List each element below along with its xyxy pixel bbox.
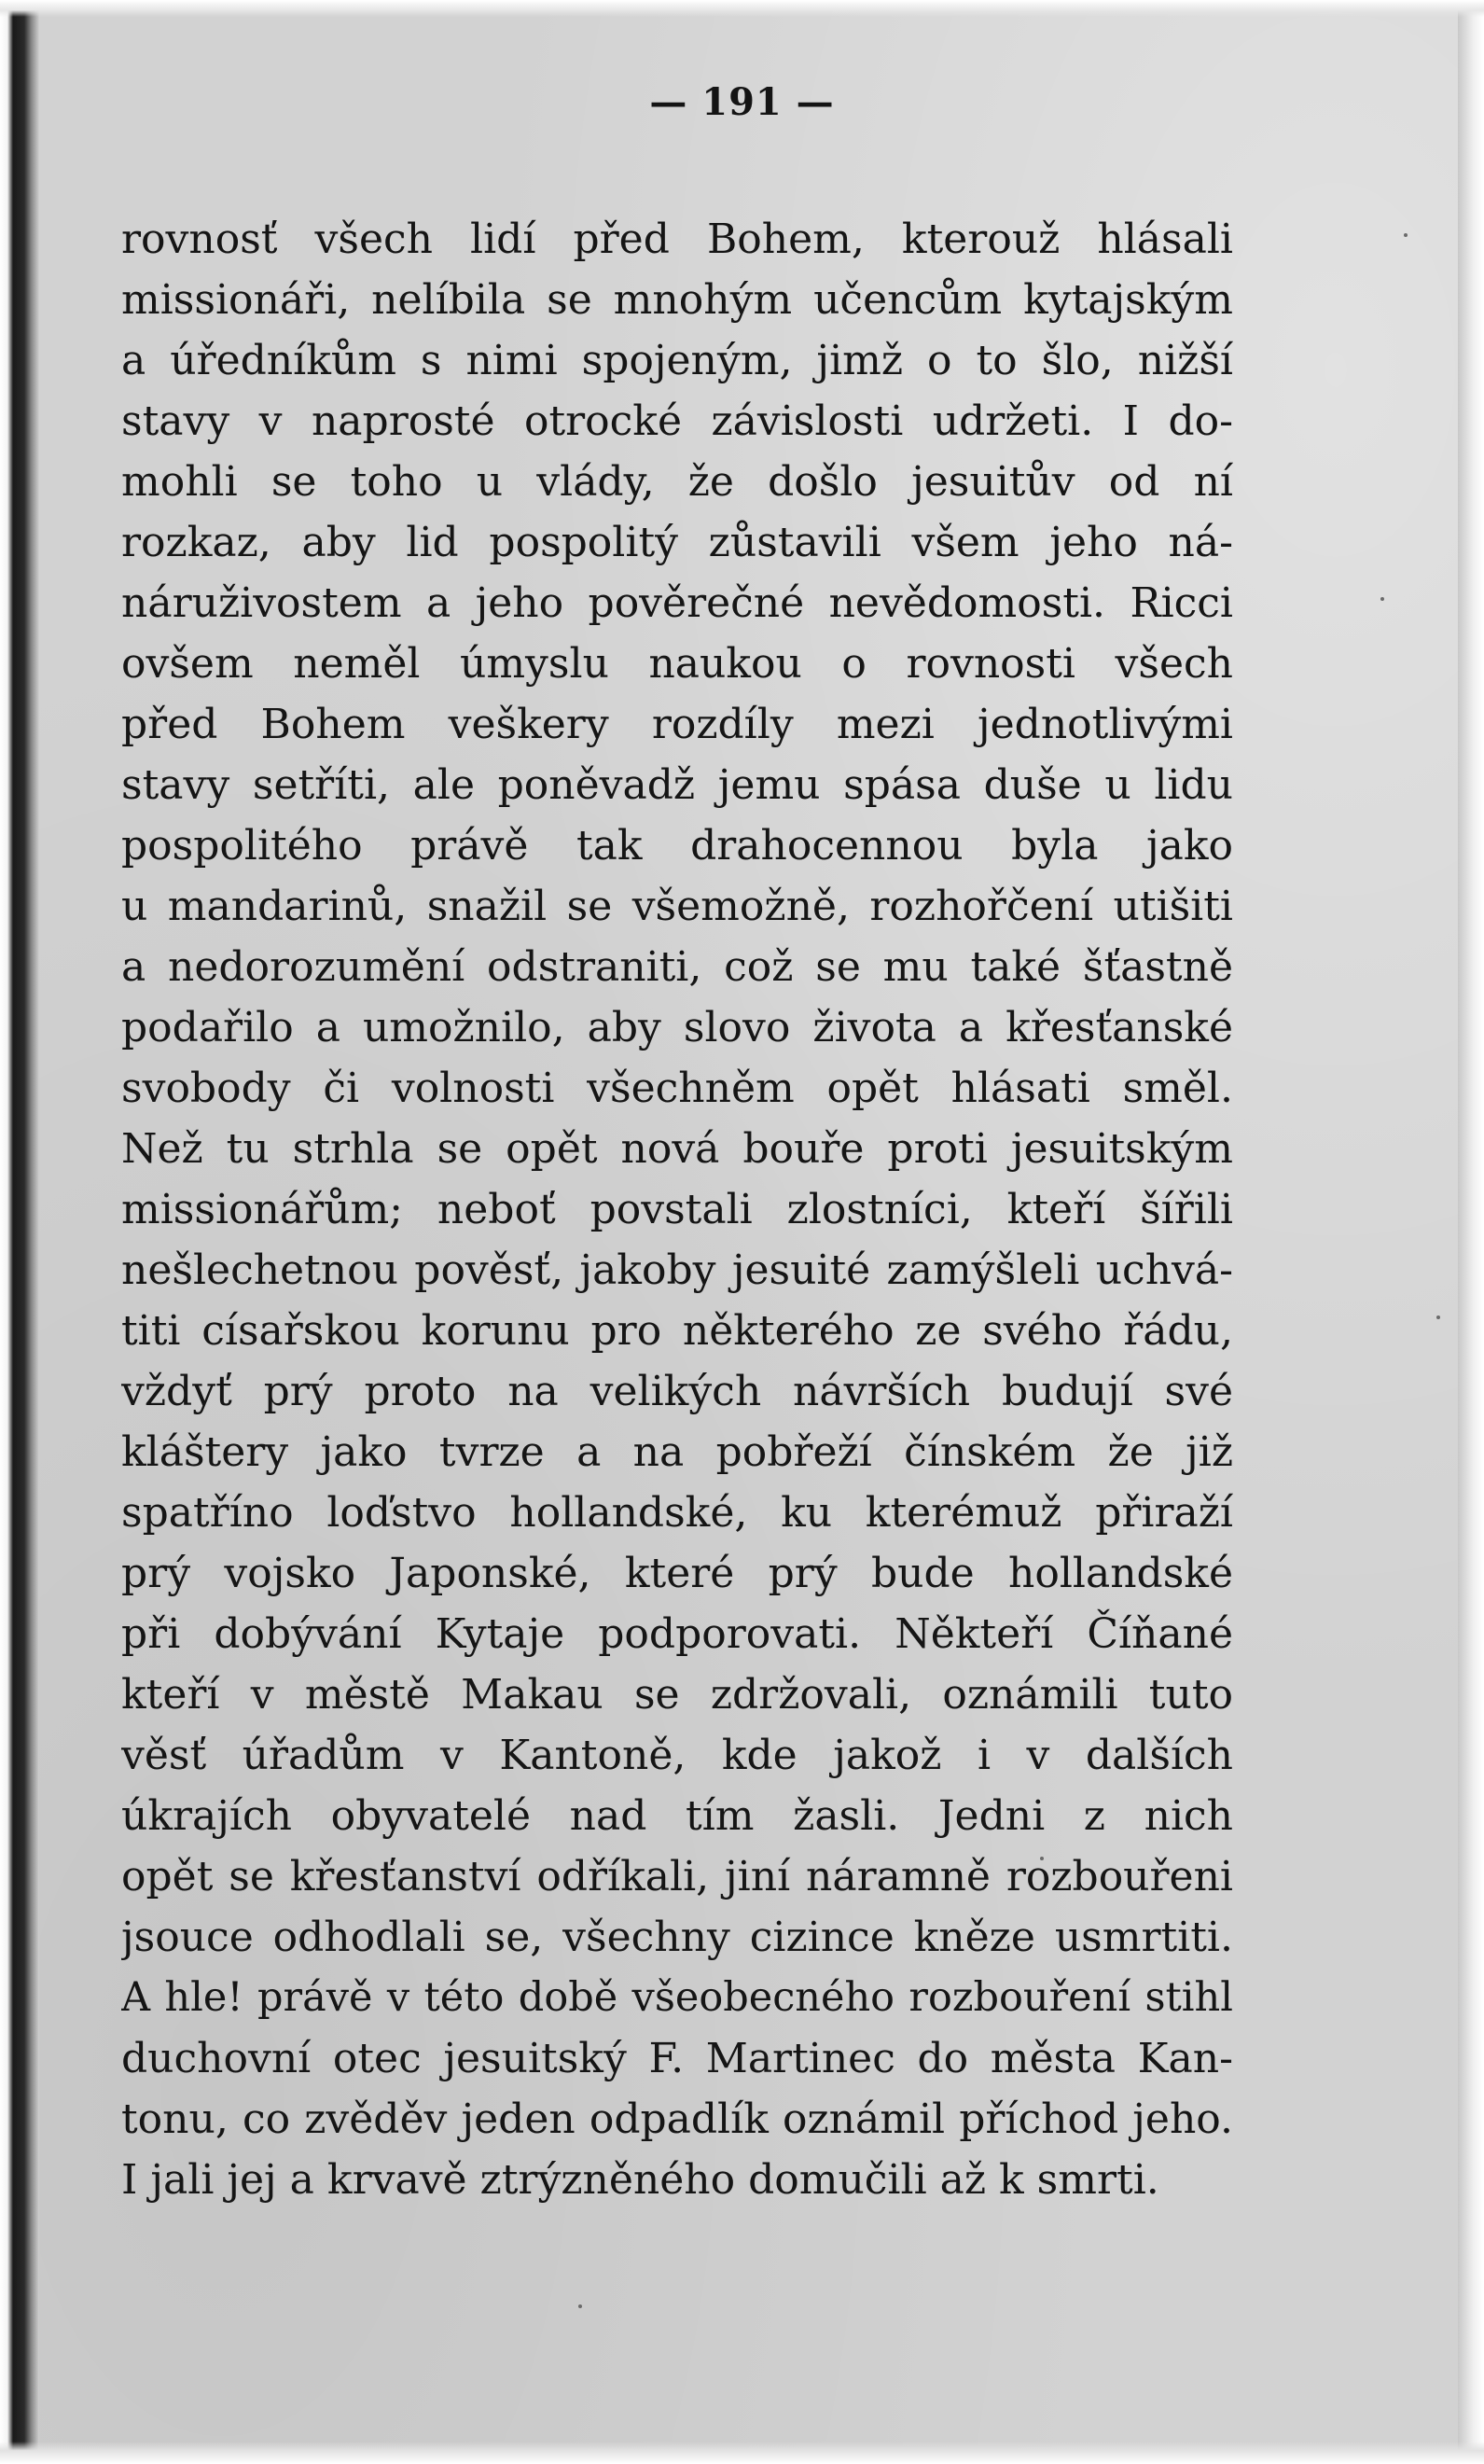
text-line: vždyť prý proto na velikých návrších budují své: [121, 1368, 1233, 1415]
text-line: tonu, co zvěděv jeden odpadlík oznámil příchod jeho.: [121, 2095, 1233, 2143]
page-top-edge: [0, 0, 1484, 17]
text-line: spatříno loďstvo hollandské, ku kterémuž přiraží: [121, 1489, 1233, 1537]
text-line: svobody či volnosti všechněm opět hlásati směl.: [121, 1065, 1233, 1112]
text-line: rovnosť všech lidí před Bohem, kterouž hlásali: [121, 216, 1233, 263]
text-line: a nedorozumění odstraniti, což se mu také šťastně: [121, 943, 1233, 991]
text-line: opět se křesťanství odříkali, jiní náramně rozbouřeni: [121, 1853, 1233, 1900]
text-line: duchovní otec jesuitský F. Martinec do města Kan-: [121, 2035, 1233, 2082]
body-text: [121, 209, 1233, 2210]
text-line: ovšem neměl úmyslu naukou o rovnosti všech: [121, 640, 1233, 688]
paper-speck: [1404, 233, 1408, 237]
text-line: podařilo a umožnilo, aby slovo života a křesťanské: [121, 1004, 1233, 1051]
text-line: a úředníkům s nimi spojeným, jimž o to šlo, nižší: [121, 337, 1233, 384]
page-number: — 191 —: [649, 80, 835, 124]
page-right-margin-edge: [1458, 0, 1484, 2464]
page-bottom-edge: [0, 2442, 1484, 2464]
text-line: rozkaz, aby lid pospolitý zůstavili všem jeho ná-: [121, 519, 1233, 566]
paper-speck: [1380, 597, 1384, 601]
text-line: jsouce odhodlali se, všechny cizince kněze usmrtiti.: [121, 1914, 1233, 1961]
text-line: titi císařskou korunu pro některého ze svého řádu,: [121, 1307, 1233, 1355]
text-line: při dobývání Kytaje podporovati. Někteří Číňané: [121, 1610, 1233, 1658]
text-line: nešlechetnou pověsť, jakoby jesuité zamýšleli uchvá-: [121, 1246, 1233, 1294]
text-line: věsť úřadům v Kantoně, kde jakož i v dalších: [121, 1732, 1233, 1779]
text-line: kteří v městě Makau se zdržovali, oznámili tuto: [121, 1671, 1233, 1719]
text-line: kláštery jako tvrze a na pobřeží čínském že již: [121, 1428, 1233, 1476]
text-line: missionáři, nelíbila se mnohým učencům kytajským: [121, 276, 1233, 324]
text-line: úkrajích obyvatelé nad tím žasli. Jedni z nich: [121, 1792, 1233, 1840]
text-line: mohli se toho u vlády, že došlo jesuitův od ní: [121, 458, 1233, 506]
text-line: missionářům; neboť povstali zlostníci, kteří šířili: [121, 1186, 1233, 1233]
text-line: u mandarinů, snažil se všemožně, rozhořčení utišiti: [121, 883, 1233, 930]
text-line: před Bohem veškery rozdíly mezi jednotlivými: [121, 701, 1233, 748]
text-line: A hle! právě v této době všeobecného rozbouření stihl: [121, 1974, 1233, 2021]
text-line: stavy setříti, ale poněvadž jemu spása duše u lidu: [121, 761, 1233, 809]
text-line: Než tu strhla se opět nová bouře proti jesuitským: [121, 1125, 1233, 1173]
text-line: prý vojsko Japonské, které prý bude hollandské: [121, 1550, 1233, 1597]
text-line: I jali jej a krvavě ztrýzněného domučili až k smrti.: [121, 2156, 1159, 2204]
paper-speck: [578, 2304, 582, 2308]
text-line: stavy v naprosté otrocké závislosti udržeti. I do-: [121, 397, 1233, 445]
book-binding-shadow: [0, 0, 39, 2464]
text-line: náruživostem a jeho pověrečné nevědomosti. Ricci: [121, 579, 1233, 627]
text-line: pospolitého právě tak drahocennou byla jako: [121, 822, 1233, 870]
paper-speck: [1436, 1316, 1440, 1319]
